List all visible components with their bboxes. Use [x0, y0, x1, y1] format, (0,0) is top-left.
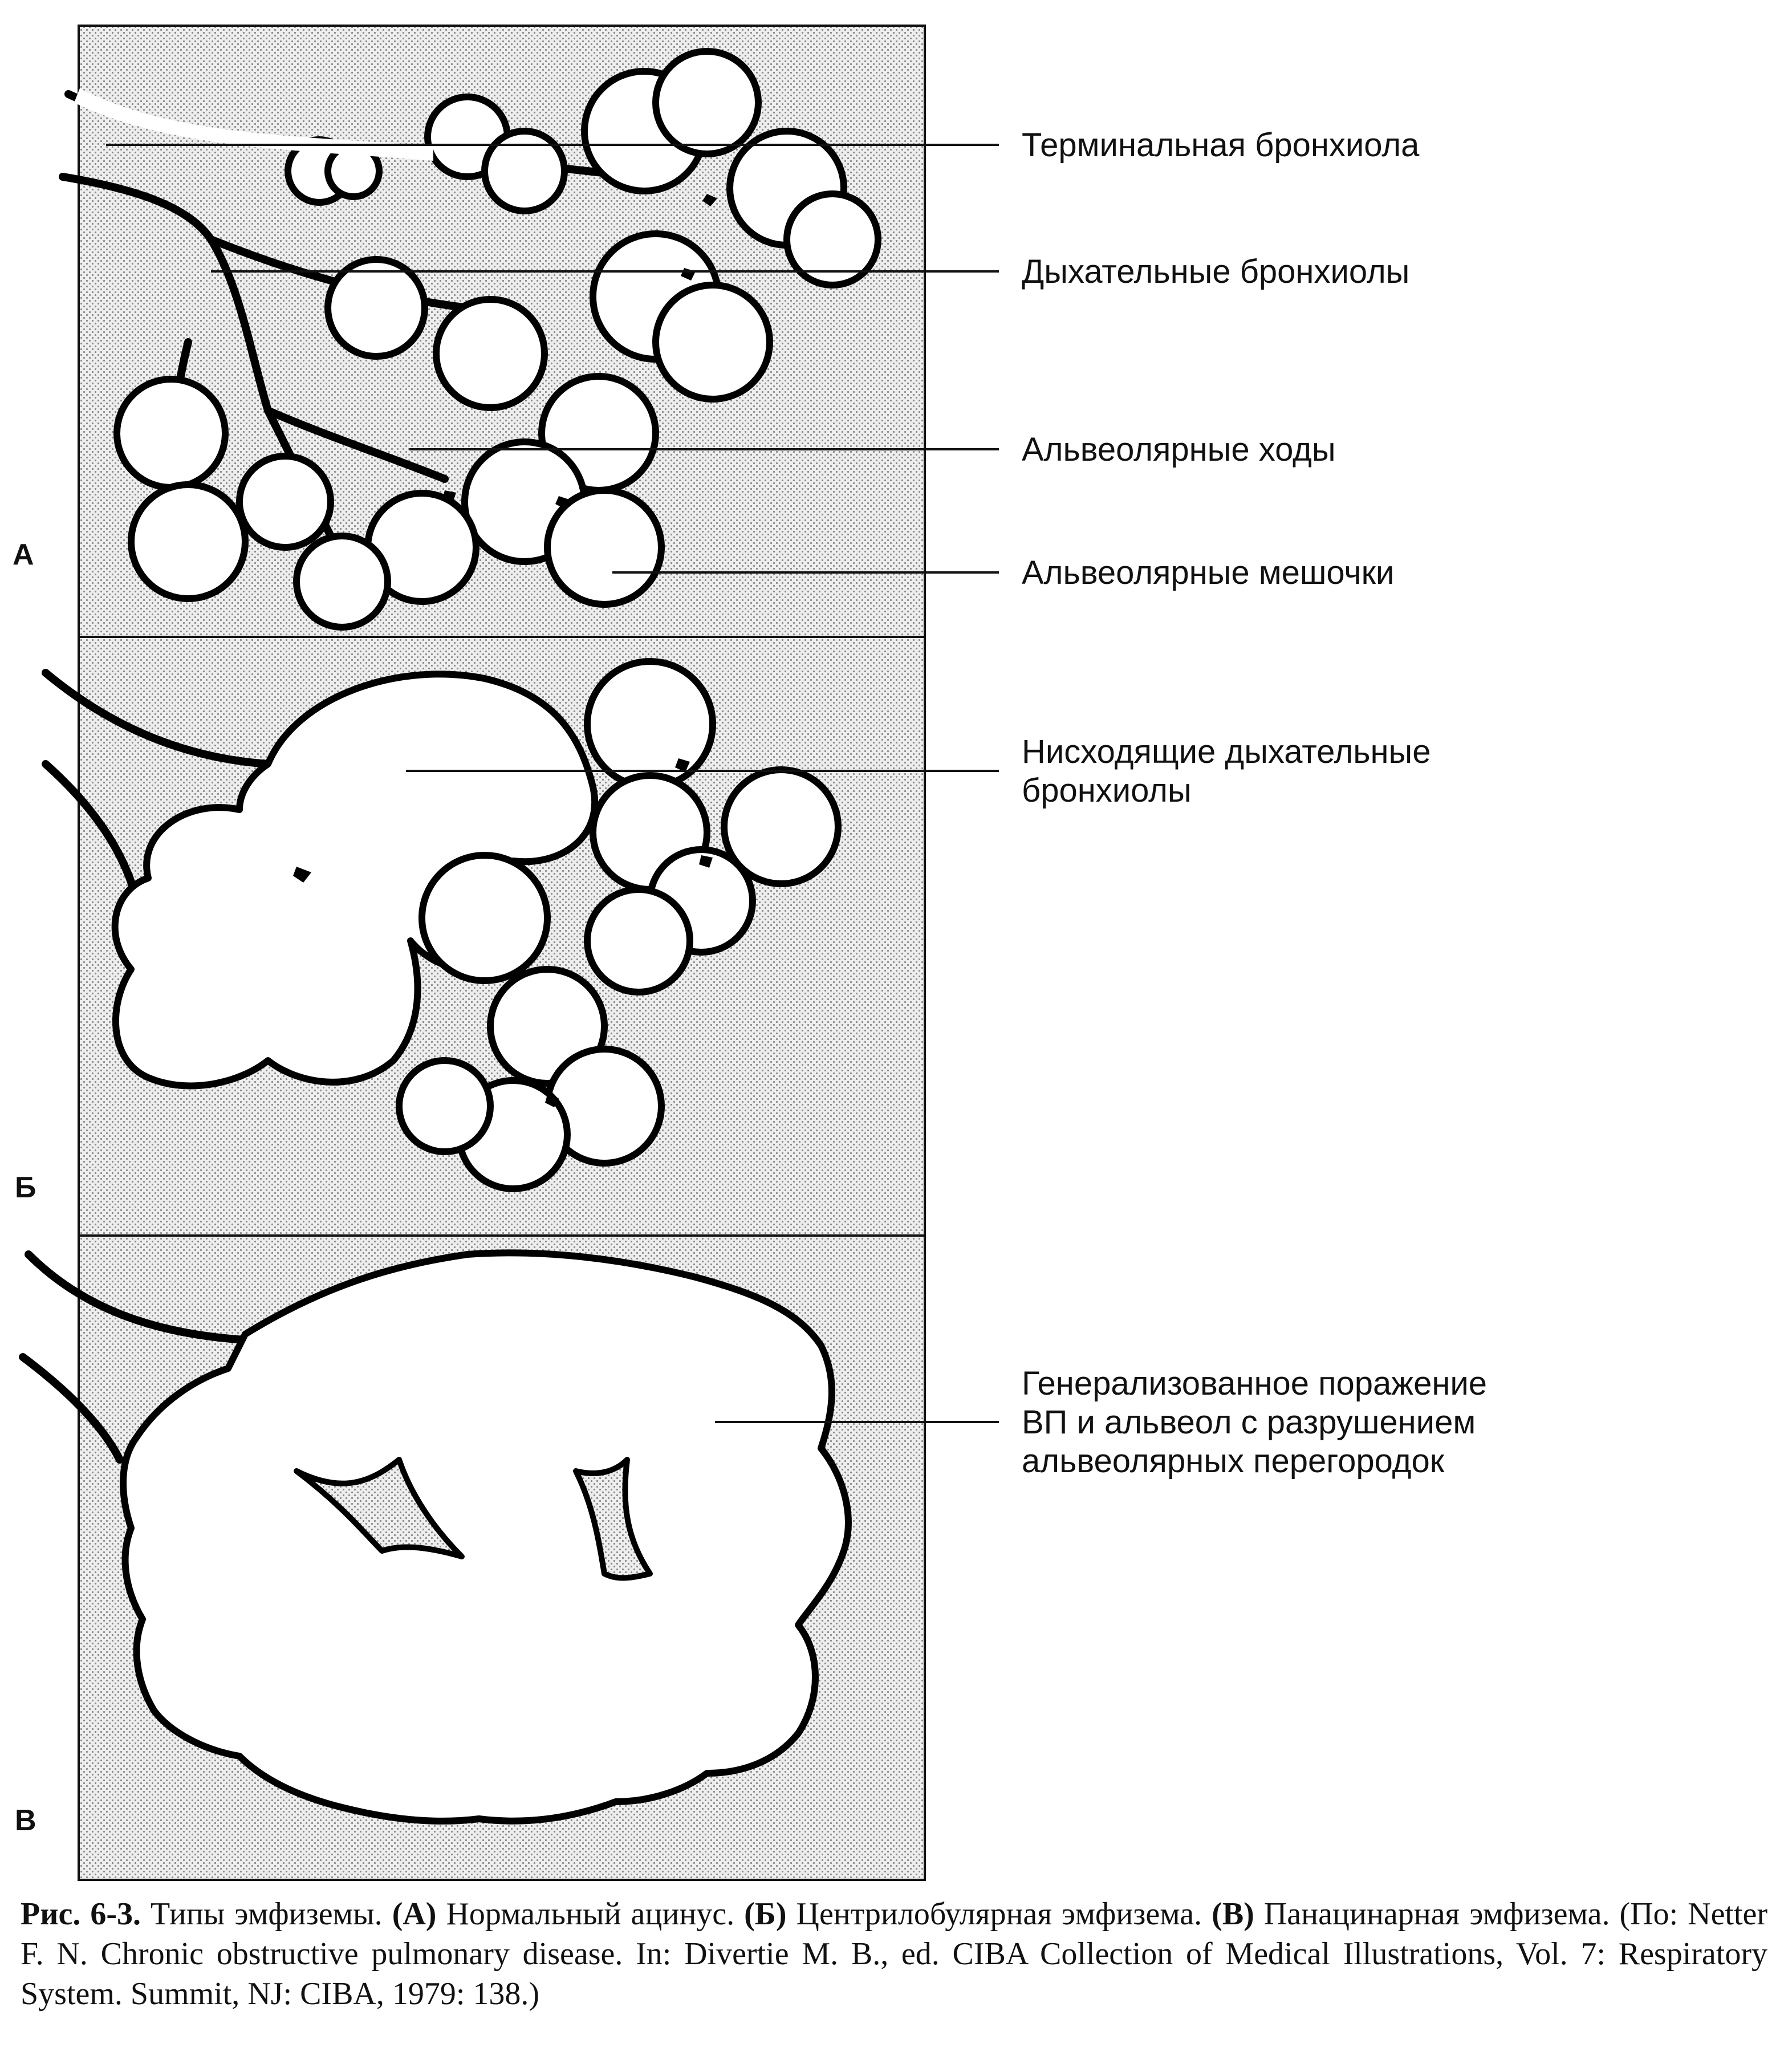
label-alveolar-sacs: Альвеолярные мешочки [1022, 554, 1395, 591]
label-generalized-line1: Генерализованное поражение [1022, 1365, 1488, 1402]
label-descending-bronchioles-line2: бронхиолы [1022, 772, 1192, 809]
panel-a [13, 26, 1420, 637]
label-respiratory-bronchioles: Дыхательные бронхиолы [1022, 253, 1410, 290]
caption-source: (По: Netter F. N. Chronic obstructive pulmonary disease. In: Divertie M. B., ed. CIBA Collection of Medical Illustrations, Vol. 7: Respiratory System. Summit, NJ: CIBA, 1979: 138.) [21, 1896, 1768, 2012]
panel-b [15, 637, 1431, 1236]
caption-figure-number: Рис. 6-3. [21, 1896, 141, 1932]
panel-b-letter: Б [15, 1171, 36, 1204]
label-generalized-line3: альвеолярных перегородок [1022, 1443, 1445, 1480]
caption-a-text: Нормальный ацинус. [446, 1896, 735, 1932]
label-descending-bronchioles-line1: Нисходящие дыхательные [1022, 733, 1431, 770]
caption-b-mark: (Б) [744, 1896, 787, 1932]
label-alveolar-ducts: Альвеолярные ходы [1022, 431, 1336, 468]
panel-c [15, 1236, 1487, 1880]
caption-c-text: Панацинарная эмфизема. [1263, 1896, 1610, 1932]
label-terminal-bronchiole: Терминальная бронхиола [1022, 127, 1420, 164]
caption-c-mark: (В) [1212, 1896, 1254, 1932]
figure-caption [21, 1894, 1767, 2014]
panel-a-letter: А [13, 538, 34, 571]
panel-c-letter: В [15, 1804, 36, 1837]
label-generalized-line2: ВП и альвеол с разрушением [1022, 1404, 1476, 1441]
caption-b-text: Центрилобулярная эмфизема. [796, 1896, 1202, 1932]
caption-a-mark: (А) [392, 1896, 437, 1932]
caption-title: Типы эмфиземы. [151, 1896, 383, 1932]
